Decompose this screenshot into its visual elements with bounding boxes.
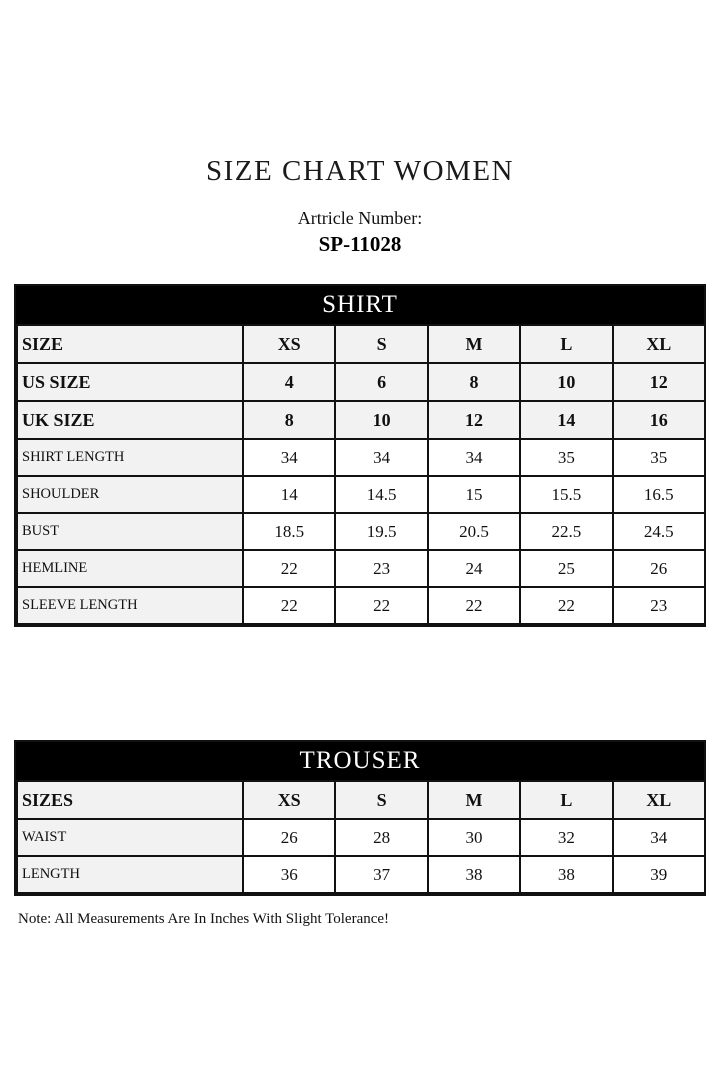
size-value-cell: S [335,325,427,363]
size-value-cell: 23 [335,550,427,587]
size-value-cell: 38 [520,856,612,893]
table-row [17,550,705,587]
size-value-cell: M [428,325,520,363]
row-label: SIZES [17,781,243,819]
size-value-cell: 22 [243,587,335,624]
size-value-cell: L [520,781,612,819]
size-value-cell: 34 [428,439,520,476]
size-value-cell: 15 [428,476,520,513]
measurement-note: Note: All Measurements Are In Inches With Slight Tolerance! [18,911,390,927]
size-value-cell: XS [243,325,335,363]
table-row [17,325,705,363]
article-number-label: Artricle Number: [297,208,423,228]
row-label: HEMLINE [17,550,243,587]
size-value-cell: 32 [520,819,612,856]
size-value-cell: L [520,325,612,363]
trouser-size-table [14,740,706,896]
size-value-cell: XL [613,325,705,363]
size-value-cell: 4 [243,363,335,401]
size-value-cell: M [428,781,520,819]
size-value-cell: 22.5 [520,513,612,550]
size-value-cell: 22 [520,587,612,624]
size-value-cell: 26 [613,550,705,587]
size-value-cell: 16.5 [613,476,705,513]
size-value-cell: 37 [335,856,427,893]
size-value-cell: XL [613,781,705,819]
size-value-cell: 18.5 [243,513,335,550]
size-value-cell: 35 [613,439,705,476]
size-value-cell: 22 [428,587,520,624]
table-row [17,781,705,819]
size-value-cell: 16 [613,401,705,439]
table-row [17,513,705,550]
size-value-cell: 30 [428,819,520,856]
row-label: US SIZE [17,363,243,401]
table-row [17,856,705,893]
size-value-cell: 25 [520,550,612,587]
size-value-cell: 6 [335,363,427,401]
size-value-cell: 14 [243,476,335,513]
size-value-cell: 34 [613,819,705,856]
size-value-cell: 23 [613,587,705,624]
table-row [17,476,705,513]
table-row [17,819,705,856]
row-label: SIZE [17,325,243,363]
shirt-table-title: SHIRT [16,286,704,324]
size-value-cell: 10 [335,401,427,439]
trouser-table [16,780,706,894]
size-value-cell: 8 [243,401,335,439]
row-label: WAIST [17,819,243,856]
size-value-cell: 22 [243,550,335,587]
size-value-cell: 39 [613,856,705,893]
row-label: SHOULDER [17,476,243,513]
page-title: SIZE CHART WOMEN [206,155,514,187]
size-value-cell: 38 [428,856,520,893]
size-value-cell: 34 [243,439,335,476]
row-label: UK SIZE [17,401,243,439]
size-value-cell: 10 [520,363,612,401]
article-number-value: SP-11028 [318,232,402,256]
size-value-cell: 12 [428,401,520,439]
size-value-cell: 20.5 [428,513,520,550]
size-value-cell: 26 [243,819,335,856]
row-label: SHIRT LENGTH [17,439,243,476]
size-value-cell: 14.5 [335,476,427,513]
size-value-cell: 34 [335,439,427,476]
row-label: BUST [17,513,243,550]
size-value-cell: 15.5 [520,476,612,513]
shirt-table [16,324,706,625]
size-value-cell: 24 [428,550,520,587]
size-value-cell: XS [243,781,335,819]
row-label: SLEEVE LENGTH [17,587,243,624]
row-label: LENGTH [17,856,243,893]
size-value-cell: 19.5 [335,513,427,550]
size-value-cell: 8 [428,363,520,401]
size-value-cell: 12 [613,363,705,401]
size-value-cell: 22 [335,587,427,624]
size-value-cell: 24.5 [613,513,705,550]
table-row [17,587,705,624]
size-value-cell: S [335,781,427,819]
size-value-cell: 35 [520,439,612,476]
shirt-size-table [14,284,706,627]
trouser-table-title: TROUSER [16,742,704,780]
table-row [17,401,705,439]
table-row [17,363,705,401]
table-row [17,439,705,476]
size-value-cell: 14 [520,401,612,439]
size-value-cell: 36 [243,856,335,893]
size-value-cell: 28 [335,819,427,856]
